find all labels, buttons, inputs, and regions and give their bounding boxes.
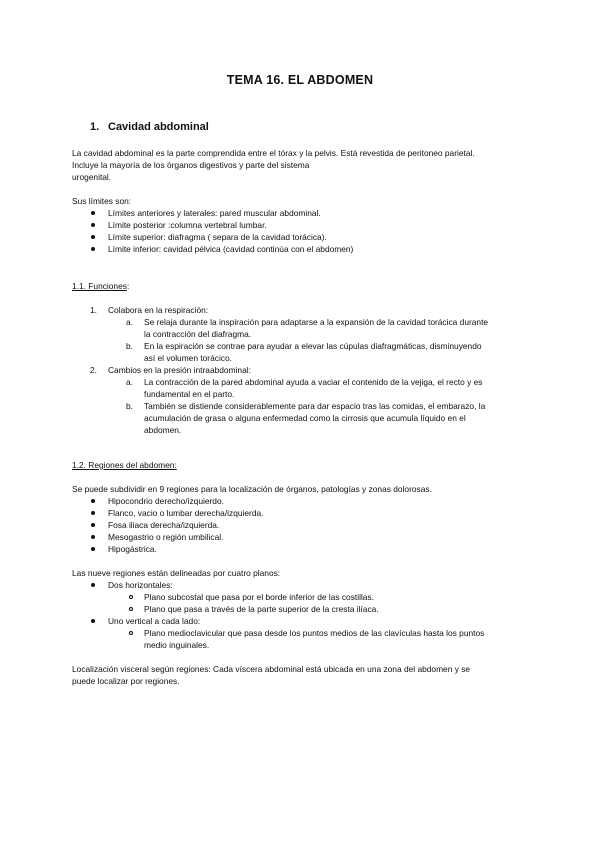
bullet-icon [91, 247, 95, 251]
paragraph: Se puede subdividir en 9 regiones para la localización de órganos, patologías y zonas dolorosas. [72, 484, 432, 494]
bullet-icon [91, 535, 95, 539]
list-number: 2. [90, 365, 97, 375]
bullet-icon [91, 235, 95, 239]
list-item: Se relaja durante la inspiración para adaptarse a la expansión de la cavidad torácica durante [144, 317, 489, 327]
list-item: Flanco, vacio o lumbar derecha/izquierda. [108, 508, 264, 518]
list-letter: a. [126, 377, 133, 387]
bullet-icon [91, 511, 95, 515]
list-item: Límite superior: diafragma ( separa de la cavidad torácica). [108, 232, 327, 242]
list-item: La contracción de la pared abdominal ayuda a vaciar el contenido de la vejiga, el recto y es [144, 377, 483, 387]
list-item: También se distiende considerablemente para dar espacio tras las comidas, el embarazo, la [144, 401, 486, 411]
list-item: Límites anteriores y laterales: pared muscular abdominal. [108, 208, 321, 218]
paragraph: Las nueve regiones están delineadas por cuatro planos: [72, 568, 281, 578]
list-item: medio inguinales. [144, 640, 210, 650]
circle-bullet-icon [129, 595, 133, 599]
list-item: Fosa iliaca derecha/izquierda. [108, 520, 220, 530]
bullet-icon [91, 547, 95, 551]
list-letter: b. [126, 341, 133, 351]
bullet-icon [91, 211, 95, 215]
bullet-icon [91, 223, 95, 227]
list-item: Colabora en la respiración: [108, 305, 209, 315]
list-item: Plano medioclavicular que pasa desde los puntos medios de las clavículas hasta los puntos [144, 628, 485, 638]
list-item: Hipocondrio derecho/izquierdo. [108, 496, 224, 506]
circle-bullet-icon [129, 607, 133, 611]
limits-label: Sus límites son: [72, 196, 132, 206]
bullet-icon [91, 523, 95, 527]
list-item: fundamental en el parto. [144, 389, 235, 399]
list-item: Plano que pasa a través de la parte superior de la cresta ilíaca. [144, 604, 379, 614]
bullet-icon [91, 619, 95, 623]
list-item: Cambios en la presión intraabdominal: [108, 365, 251, 375]
list-item: Mesogastrio o región umbilical. [108, 532, 224, 542]
list-number: 1. [90, 305, 97, 315]
intro-line: urogenital. [72, 172, 112, 182]
list-item: Hipogástrica. [108, 544, 157, 554]
bullet-icon [91, 499, 95, 503]
list-item: Uno vertical a cada lado: [108, 616, 201, 626]
subsection-heading: 1.1. Funciones: [72, 281, 130, 291]
intro-line: La cavidad abdominal es la parte comprendida entre el tórax y la pelvis. Está revestida de peritoneo parietal. [72, 148, 475, 158]
list-item: la contracción del diafragma. [144, 329, 252, 339]
list-letter: a. [126, 317, 133, 327]
list-item: Dos horizontales: [108, 580, 173, 590]
list-item: En la espiración se contrae para ayudar a elevar las cúpulas diafragmáticas, disminuyendo [144, 341, 482, 351]
list-item: así el volumen torácico. [144, 353, 232, 363]
page-title: TEMA 16. EL ABDOMEN [226, 73, 374, 87]
intro-line: Incluye la mayoría de los órganos digestivos y parte del sistema [72, 160, 310, 170]
paragraph: Localización visceral según regiones: Cada víscera abdominal está ubicada en una zona del abdomen y se [72, 664, 471, 674]
section-number: 1. [90, 121, 100, 133]
list-item: Límite inferior: cavidad pélvica (cavidad continúa con el abdomen) [108, 244, 354, 254]
list-item: Límite posterior :columna vertebral lumbar. [108, 220, 267, 230]
section-heading: Cavidad abdominal [108, 121, 209, 133]
bullet-icon [91, 583, 95, 587]
subsection-heading: 1.2. Regiones del abdomen: [72, 460, 177, 470]
list-letter: b. [126, 401, 133, 411]
list-item: acumulación de grasa o alguna enfermedad como la cirrosis que acumula líquido en el [144, 413, 466, 423]
list-item: Plano subcostal que pasa por el borde inferior de las costillas. [144, 592, 374, 602]
list-item: abdomen. [144, 425, 182, 435]
paragraph: puede localizar por regiones. [72, 676, 180, 686]
circle-bullet-icon [129, 631, 133, 635]
